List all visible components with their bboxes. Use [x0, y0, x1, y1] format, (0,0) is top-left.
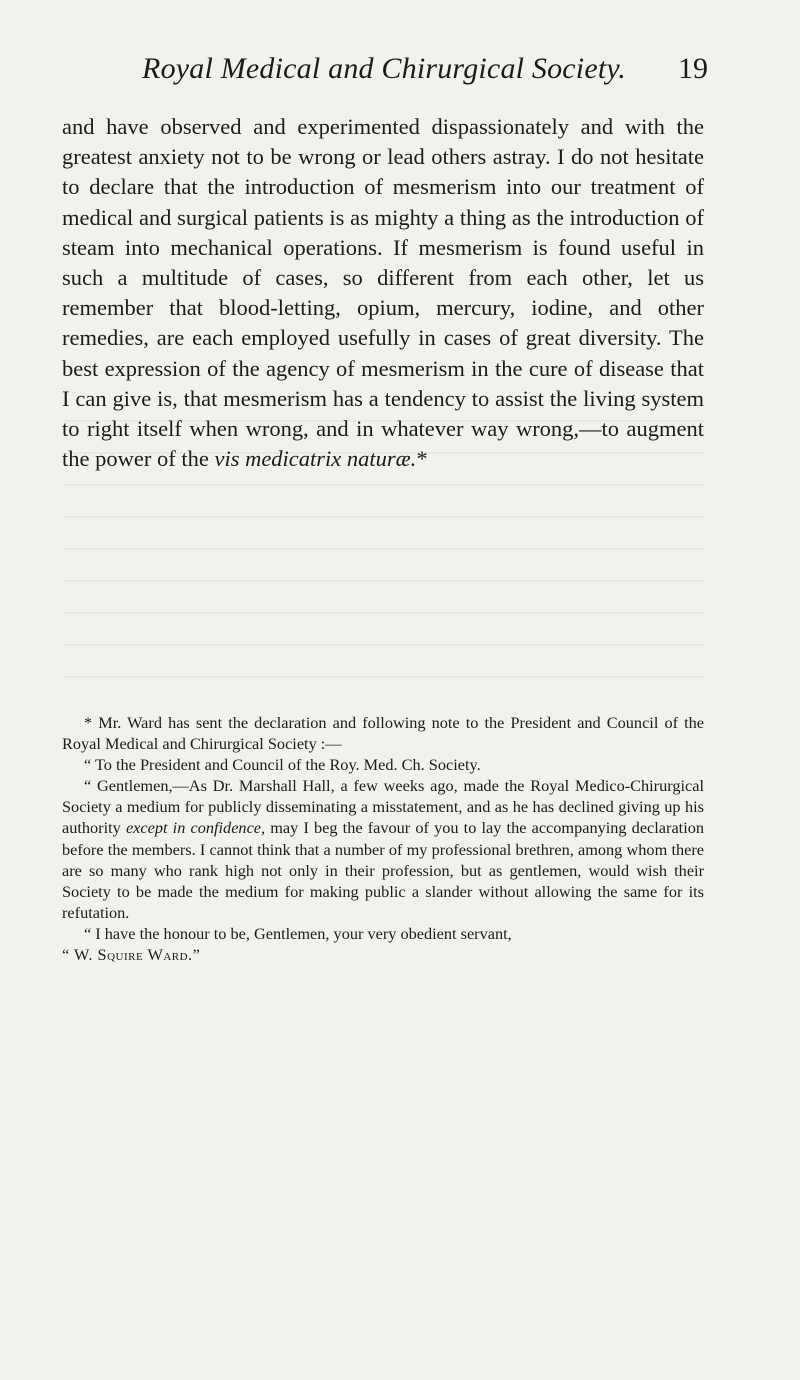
- footnote-closing: “ I have the honour to be, Gentlemen, your very obedient servant,: [84, 923, 512, 943]
- page-number: 19: [678, 52, 708, 85]
- bleed-through: [62, 516, 704, 518]
- body-italic-phrase: vis medicatrix naturæ.: [214, 446, 417, 472]
- body-text: and have observed and experimented dispassionately and with the greatest anxiety not to be wrong or lead others astray. I do not hesitate to declare that the introduction of mesmerism into our treatment of medical and surgical patients is as mighty a thing as the introduction of steam into mechanical operations. If mesmerism is found useful in such a multitude of cases, so different from each other, let us remember that blood-letting, opium, mercury, iodine, and other remedies, are each employed usefully in cases of great diversity. The best expression of the agency of mesmerism in the cure of disease that I can give is, that mesmerism has a tendency to assist the living system to right itself when wrong, and in whatever way wrong,—to augment the power of the: [62, 114, 704, 472]
- footnote-address: “ To the President and Council of the Roy. Med. Ch. Society.: [84, 755, 481, 775]
- bleed-through: [62, 612, 704, 614]
- footnote-block: [62, 712, 704, 965]
- footnote-intro: * Mr. Ward has sent the declaration and following note to the President and Council of the Royal Medical and Chirurgical Society :—: [62, 713, 704, 754]
- bleed-through: [62, 484, 704, 486]
- letter-text-1: “ Gentlemen,—As Dr. Marshall Hall, a few weeks ago, made the Royal Medico-Chirurgical Society a medium for publicly disseminating a misstatement, and as he has declined giving up his authority: [62, 776, 704, 838]
- bleed-through: [62, 420, 704, 422]
- footnote-reference: *: [416, 446, 428, 472]
- bleed-through: [62, 580, 704, 582]
- running-title: Royal Medical and Chirurgical Society.: [142, 52, 626, 85]
- bleed-through: [62, 676, 704, 678]
- footnote-signature: “ W. Squire Ward.”: [62, 945, 201, 965]
- footnote-letter: [62, 775, 704, 923]
- bleed-through: [62, 644, 704, 646]
- bleed-through: [62, 452, 704, 454]
- letter-text-2: may I beg the favour of you to lay the accompanying declaration before the members. I cannot think that a number of my professional brethren, among whom there are so many who rank high not only in their profession, but as gentlemen, would wish their Society to be made the medium for making public a slander without allowing the same for its refutation.: [62, 818, 705, 922]
- letter-italic: except in confidence,: [125, 818, 266, 838]
- bleed-through: [62, 548, 704, 550]
